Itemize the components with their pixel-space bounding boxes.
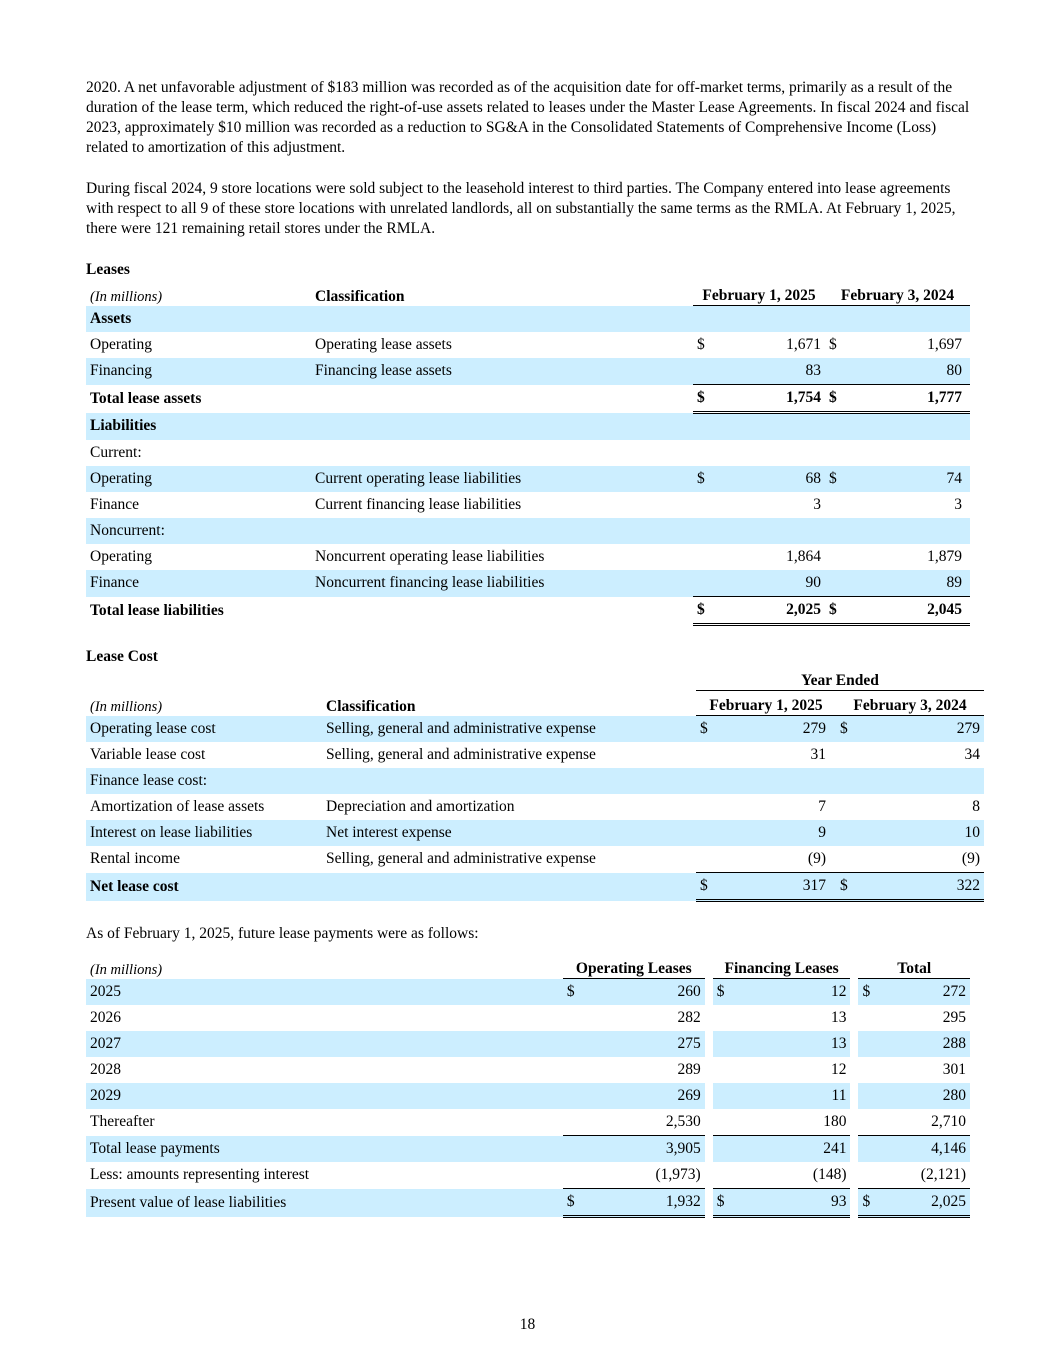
currency-sign: [713, 1031, 733, 1057]
currency-sign: $: [697, 336, 705, 353]
table-row: [86, 846, 984, 873]
future-payments-intro: As of February 1, 2025, future lease payments were as follows:: [86, 925, 479, 942]
prior-value: 80: [845, 358, 970, 385]
currency-sign: [563, 1136, 583, 1163]
currency-sign: [563, 1162, 583, 1189]
financing-value: 241: [733, 1136, 851, 1163]
table-row: [86, 768, 984, 794]
table-row: [86, 597, 970, 625]
currency-sign: [858, 1031, 878, 1057]
current-value: [713, 518, 825, 544]
classification-cell: [311, 385, 693, 413]
units-label: (In millions): [90, 961, 163, 978]
classification-cell: [322, 873, 696, 901]
currency-sign: [825, 440, 845, 466]
operating-value: 3,905: [583, 1136, 705, 1163]
table-row: [86, 1136, 970, 1163]
currency-sign: [563, 1005, 583, 1031]
prior-value: 2,045: [845, 597, 970, 625]
current-value: 83: [713, 358, 825, 385]
current-value: 1,864: [786, 548, 821, 565]
prior-value: 10: [856, 820, 984, 846]
currency-sign: [825, 413, 845, 441]
financing-value: 12: [733, 979, 851, 1006]
currency-sign: $: [563, 979, 583, 1006]
table-row: [86, 979, 970, 1006]
row-label: Total lease liabilities: [90, 601, 224, 619]
prior-year-header: February 3, 2024: [825, 281, 970, 306]
row-label: Liabilities: [86, 413, 311, 441]
prior-value: 1,697: [927, 336, 962, 353]
currency-sign: [858, 1005, 878, 1031]
prior-value: 3: [954, 496, 962, 513]
currency-sign: $: [825, 597, 845, 625]
currency-sign: [713, 1083, 733, 1109]
currency-sign: [858, 1136, 878, 1163]
currency-sign: $: [858, 979, 878, 1006]
current-value: 3: [813, 496, 821, 513]
prior-value: 74: [845, 466, 970, 492]
operating-value: 2,530: [665, 1113, 701, 1130]
row-label: Amortization of lease assets: [90, 798, 265, 815]
row-label: 2027: [86, 1031, 563, 1057]
leases-header-row: [86, 281, 970, 306]
row-label: Finance lease cost:: [86, 768, 322, 794]
operating-value: 1,932: [583, 1189, 705, 1217]
operating-leases-header: Operating Leases: [563, 954, 705, 979]
row-label: Variable lease cost: [90, 746, 206, 763]
classification-cell: [311, 306, 693, 333]
currency-sign: [713, 1136, 733, 1163]
currency-sign: [693, 570, 713, 597]
currency-sign: $: [829, 336, 837, 353]
currency-sign: [696, 768, 716, 794]
classification-cell: [311, 518, 693, 544]
current-value: 2,025: [713, 597, 825, 625]
currency-sign: [713, 1057, 733, 1083]
financing-value: 13: [830, 1009, 847, 1026]
financing-value: 12: [830, 1061, 847, 1078]
currency-sign: $: [693, 466, 713, 492]
classification-cell: Current operating lease liabilities: [311, 466, 693, 492]
currency-sign: [563, 1083, 583, 1109]
row-label: Net lease cost: [86, 873, 322, 901]
currency-sign: [713, 1162, 733, 1189]
row-label: Total lease assets: [90, 389, 202, 407]
currency-sign: $: [696, 873, 716, 901]
currency-sign: $: [836, 873, 856, 901]
leases-heading: Leases: [86, 261, 130, 278]
currency-sign: [696, 794, 716, 820]
currency-sign: [825, 518, 845, 544]
table-row: [86, 794, 984, 820]
table-row: [86, 742, 984, 768]
currency-sign: [836, 820, 856, 846]
classification-cell: [311, 413, 693, 441]
table-row: [86, 440, 970, 466]
classification-cell: [311, 597, 693, 625]
prior-value: (9): [961, 850, 980, 867]
current-value: 9: [716, 820, 836, 846]
current-value: [716, 768, 836, 794]
total-value: 2,025: [878, 1189, 970, 1217]
currency-sign: [825, 544, 845, 570]
row-label: Noncurrent:: [86, 518, 311, 544]
lease-cost-table: [86, 668, 984, 902]
currency-sign: [836, 742, 856, 768]
row-label: Finance: [86, 570, 311, 597]
current-value: 31: [810, 746, 826, 763]
currency-sign: $: [825, 466, 845, 492]
currency-sign: $: [713, 1189, 733, 1217]
row-label: 2025: [86, 979, 563, 1006]
prior-value: 34: [964, 746, 980, 763]
row-label: 2029: [86, 1083, 563, 1109]
operating-value: 289: [677, 1061, 701, 1078]
table-row: [86, 1057, 970, 1083]
row-label: Less: amounts representing interest: [90, 1166, 310, 1184]
prior-value: [845, 306, 970, 333]
table-row: [86, 413, 970, 441]
units-label: (In millions): [90, 288, 163, 305]
row-label: Finance: [90, 496, 140, 513]
classification-cell: Financing lease assets: [311, 358, 693, 385]
table-row: [86, 1005, 970, 1031]
year-ended-header: Year Ended: [696, 668, 984, 691]
lease-cost-header-row: [86, 691, 984, 716]
currency-sign: [693, 518, 713, 544]
currency-sign: $: [858, 1189, 878, 1217]
operating-value: (1,973): [583, 1162, 705, 1189]
row-label: Thereafter: [90, 1113, 155, 1131]
total-value: 280: [878, 1083, 970, 1109]
current-value: 1,671: [786, 336, 821, 353]
operating-value: 282: [677, 1009, 701, 1026]
prior-year-header: February 3, 2024: [836, 691, 984, 716]
prior-value: [856, 768, 984, 794]
table-row: [86, 306, 970, 333]
table-row: [86, 1162, 970, 1189]
total-value: 295: [942, 1009, 966, 1026]
current-value: 68: [713, 466, 825, 492]
currency-sign: [713, 1109, 733, 1136]
total-value: (2,121): [878, 1162, 970, 1189]
table-row: [86, 716, 984, 743]
total-value: 288: [878, 1031, 970, 1057]
page-number: 18: [519, 1316, 536, 1333]
row-label: Assets: [86, 306, 311, 333]
classification-header: Classification: [326, 697, 416, 715]
document-page: [86, 78, 980, 1218]
prior-value: [845, 440, 970, 466]
total-header: Total: [858, 954, 970, 979]
classification-cell: [311, 440, 693, 466]
row-label: Present value of lease liabilities: [86, 1189, 563, 1217]
currency-sign: [858, 1083, 878, 1109]
currency-sign: [693, 492, 713, 518]
current-value: [713, 306, 825, 333]
operating-value: 269: [583, 1083, 705, 1109]
classification-cell: Operating lease assets: [315, 336, 452, 353]
future-payments-table: [86, 954, 970, 1218]
table-row: [86, 873, 984, 901]
classification-cell: Selling, general and administrative expense: [326, 746, 596, 763]
current-year-header: February 1, 2025: [693, 281, 825, 306]
current-value: 90: [713, 570, 825, 597]
table-row: [86, 1083, 970, 1109]
financing-value: (148): [733, 1162, 851, 1189]
row-label: Operating: [90, 548, 152, 565]
currency-sign: [825, 306, 845, 333]
currency-sign: [858, 1057, 878, 1083]
operating-value: 260: [583, 979, 705, 1006]
financing-value: 93: [733, 1189, 851, 1217]
row-label: Rental income: [90, 850, 180, 868]
classification-cell: Noncurrent operating lease liabilities: [315, 548, 545, 565]
table-row: [86, 466, 970, 492]
prior-value: 8: [972, 798, 980, 815]
currency-sign: [858, 1109, 878, 1136]
currency-sign: [825, 570, 845, 597]
currency-sign: [563, 1031, 583, 1057]
current-value: 317: [716, 873, 836, 901]
current-value: 7: [818, 798, 826, 815]
table-row: [86, 1189, 970, 1217]
row-label: 2026: [90, 1009, 121, 1026]
currency-sign: [693, 306, 713, 333]
currency-sign: [563, 1109, 583, 1136]
financing-value: 13: [733, 1031, 851, 1057]
table-row: [86, 570, 970, 597]
current-value: (9): [807, 850, 826, 867]
row-label: Interest on lease liabilities: [86, 820, 322, 846]
currency-sign: [693, 358, 713, 385]
total-value: 4,146: [878, 1136, 970, 1163]
row-label: Operating: [90, 336, 152, 353]
currency-sign: [713, 1005, 733, 1031]
row-label: 2028: [90, 1061, 121, 1078]
prior-value: [845, 518, 970, 544]
classification-cell: [322, 768, 696, 794]
prior-value: 279: [856, 716, 984, 743]
currency-sign: $: [836, 716, 856, 743]
table-row: [86, 492, 970, 518]
row-label: Operating: [86, 466, 311, 492]
prior-value: 322: [856, 873, 984, 901]
total-value: 2,710: [931, 1113, 966, 1130]
classification-cell: Selling, general and administrative expense: [326, 850, 596, 868]
currency-sign: [693, 413, 713, 441]
current-value: 1,754: [713, 385, 825, 413]
paragraph-acquisition-adjustment: 2020. A net unfavorable adjustment of $183 million was recorded as of the acquisition date for off-market terms, primarily as a result of the duration of the lease term, which reduced the right-of-use assets related to leases under the Master Lease Agreements. In fiscal 2024 and fiscal 2023, approximately $10 million was recorded as a reduction to SG&A in the Consolidated Statements of Comprehensive Income (Loss) related to amortization of this adjustment.: [86, 79, 970, 156]
current-year-header: February 1, 2025: [696, 691, 836, 716]
currency-sign: [693, 440, 713, 466]
currency-sign: $: [696, 716, 716, 743]
currency-sign: [825, 358, 845, 385]
currency-sign: [696, 846, 716, 873]
currency-sign: [696, 742, 716, 768]
currency-sign: $: [563, 1189, 583, 1217]
table-row: [86, 385, 970, 413]
currency-sign: [836, 846, 856, 873]
table-row: [86, 1031, 970, 1057]
table-row: [86, 820, 984, 846]
table-row: [86, 544, 970, 570]
future-payments-header-row: [86, 954, 970, 979]
prior-value: [845, 413, 970, 441]
currency-sign: $: [693, 385, 713, 413]
table-row: [86, 332, 970, 358]
financing-value: 180: [823, 1113, 847, 1130]
total-value: 272: [878, 979, 970, 1006]
table-row: [86, 1109, 970, 1136]
row-label: Financing: [86, 358, 311, 385]
paragraph-store-sales: During fiscal 2024, 9 store locations were sold subject to the leasehold interest to third parties. The Company entered into lease agreements with respect to all 9 of these store locations with unrelated landlords, all on substantially the same terms as the RMLA. At February 1, 2025, there were 121 remaining retail stores under the RMLA.: [86, 180, 956, 237]
currency-sign: [696, 820, 716, 846]
currency-sign: $: [693, 597, 713, 625]
lease-cost-heading: Lease Cost: [86, 648, 158, 665]
financing-value: 11: [733, 1083, 851, 1109]
prior-value: 1,879: [927, 548, 962, 565]
currency-sign: [858, 1162, 878, 1189]
currency-sign: [563, 1057, 583, 1083]
currency-sign: [825, 492, 845, 518]
classification-cell: Selling, general and administrative expense: [322, 716, 696, 743]
classification-cell: Noncurrent financing lease liabilities: [311, 570, 693, 597]
prior-value: 1,777: [845, 385, 970, 413]
currency-sign: $: [713, 979, 733, 1006]
currency-sign: [836, 768, 856, 794]
classification-cell: Depreciation and amortization: [326, 798, 515, 815]
current-value: [713, 440, 825, 466]
financing-leases-header: Financing Leases: [713, 954, 851, 979]
classification-cell: Current financing lease liabilities: [315, 496, 522, 513]
table-row: [86, 518, 970, 544]
row-label: Operating lease cost: [86, 716, 322, 743]
units-label: (In millions): [90, 698, 163, 715]
currency-sign: [836, 794, 856, 820]
current-value: [713, 413, 825, 441]
classification-cell: Net interest expense: [322, 820, 696, 846]
leases-table: [86, 281, 970, 626]
table-row: [86, 358, 970, 385]
currency-sign: [693, 544, 713, 570]
classification-header: Classification: [315, 287, 405, 305]
row-label: Total lease payments: [86, 1136, 563, 1163]
total-value: 301: [942, 1061, 966, 1078]
prior-value: 89: [845, 570, 970, 597]
current-value: 279: [716, 716, 836, 743]
operating-value: 275: [583, 1031, 705, 1057]
currency-sign: $: [825, 385, 845, 413]
row-label: Current:: [90, 444, 142, 461]
